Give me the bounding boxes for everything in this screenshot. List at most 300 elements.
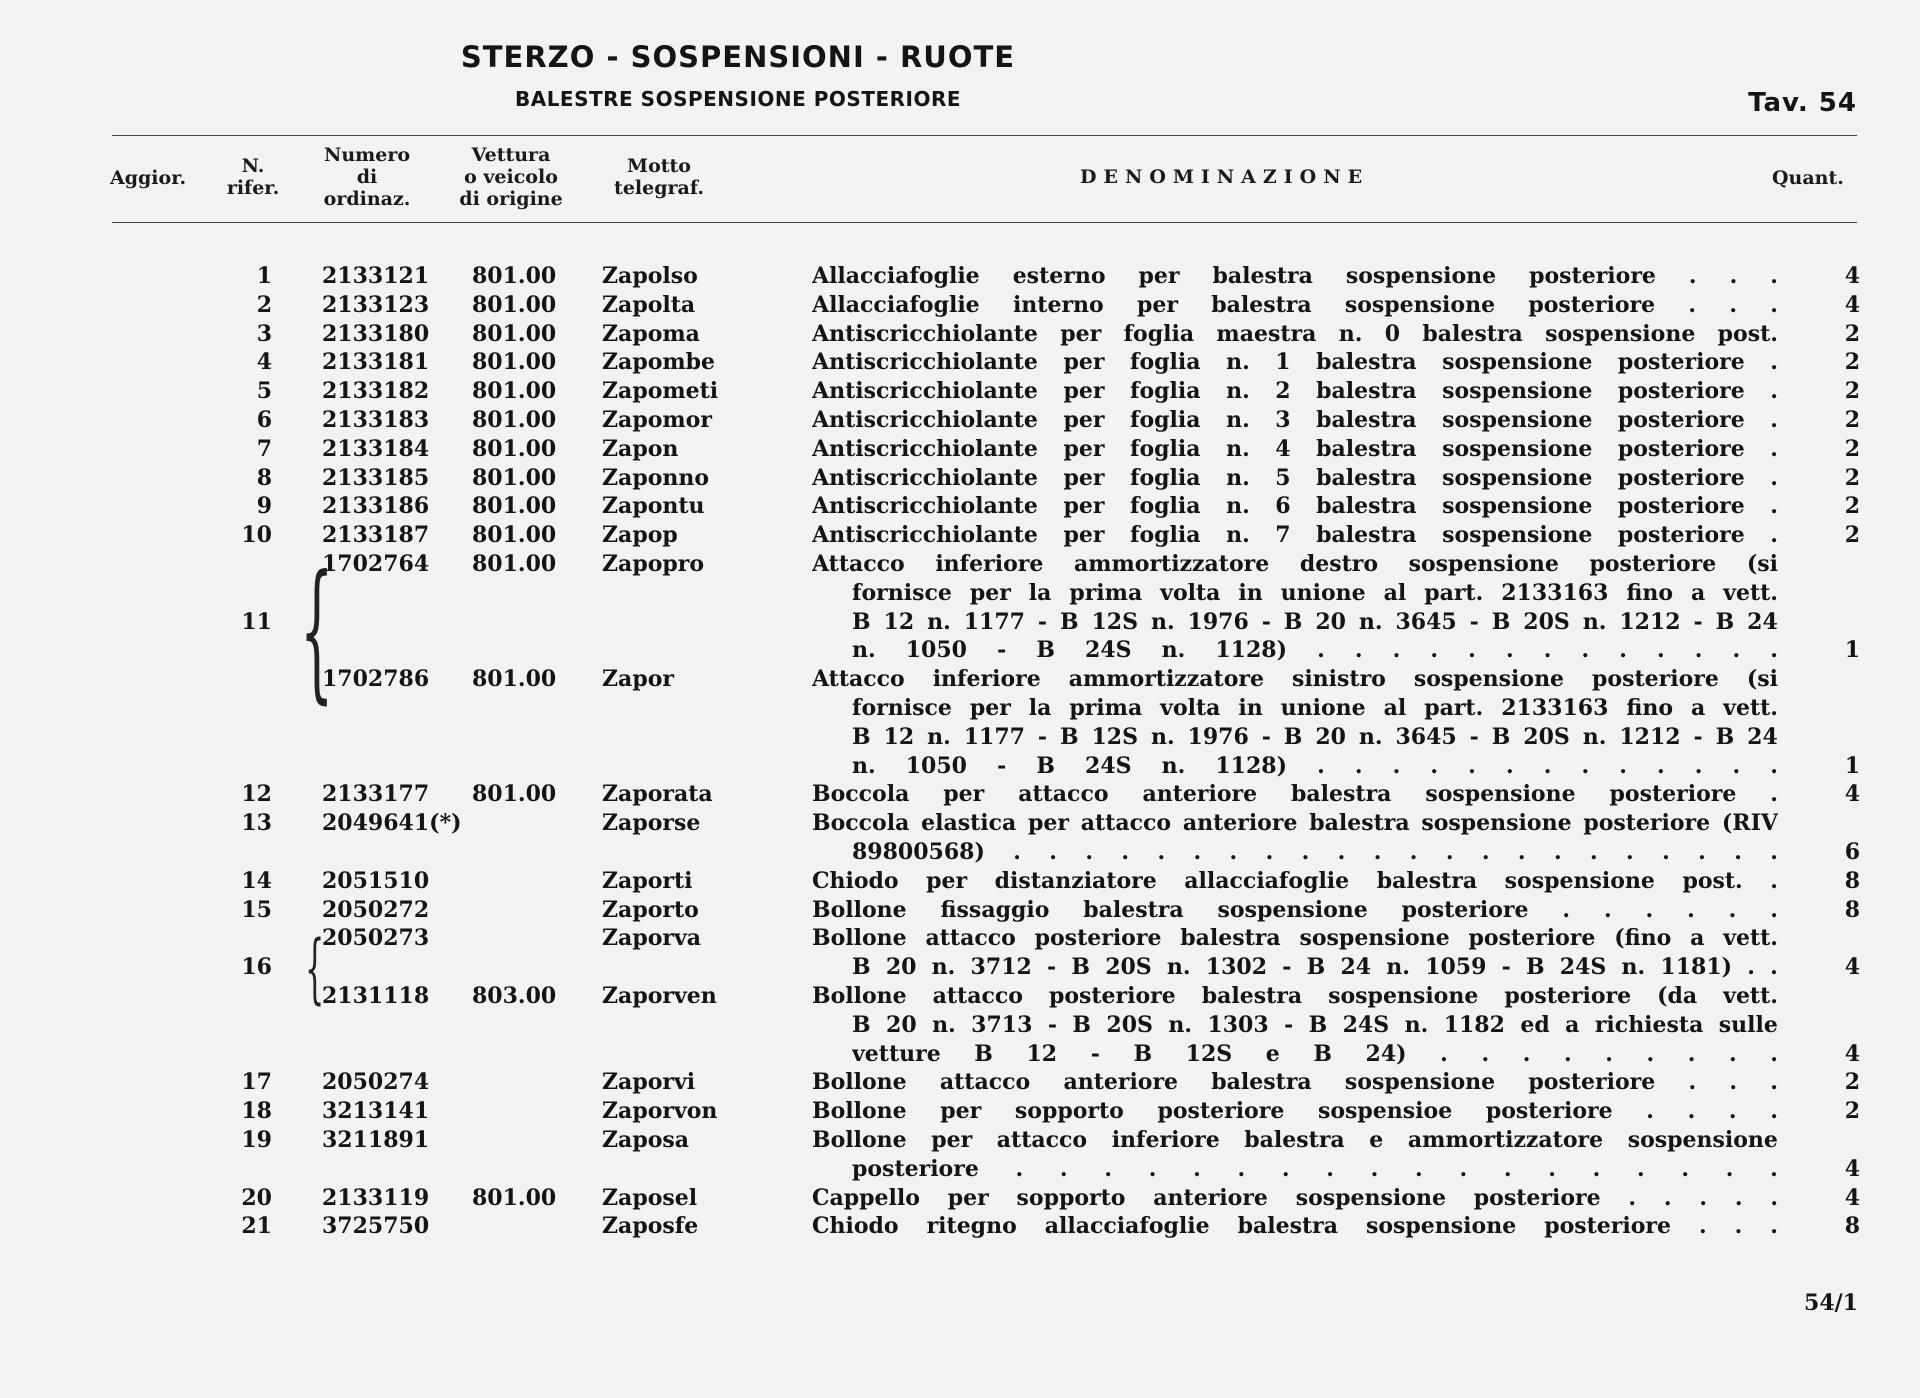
column-header-numero-line2: di: [356, 166, 378, 188]
quantity: 2: [1844, 349, 1860, 376]
description-word: prima: [1069, 579, 1143, 606]
description-word: foglia: [1130, 435, 1201, 462]
order-number: 2133119: [322, 1184, 430, 1211]
telegraph-code: Zapoma: [602, 320, 700, 347]
description-word: n.: [927, 608, 951, 635]
description-word: per: [1063, 493, 1105, 520]
table-row: [0, 435, 1920, 464]
description-word: .: [1148, 1155, 1157, 1182]
quantity: 4: [1844, 954, 1860, 981]
description-word: e: [1265, 1040, 1280, 1067]
header-rule: [112, 222, 1857, 223]
ref-number: 16: [241, 954, 272, 981]
description-word: n.: [931, 954, 956, 981]
description-word: -: [1047, 954, 1057, 981]
description-word: per: [1063, 464, 1105, 491]
description-word: anteriore: [1142, 781, 1258, 808]
description-word: sulle: [1718, 1011, 1778, 1038]
description-word: 3645: [1395, 608, 1457, 635]
description-word: .: [1770, 896, 1778, 923]
order-number: 2133180: [322, 320, 430, 347]
description-word: vett.: [1723, 925, 1778, 952]
description-word: prima: [1069, 694, 1143, 721]
description-word: post.: [1717, 320, 1778, 347]
description-word: 1128): [1215, 752, 1288, 779]
description-word: n.: [1226, 464, 1250, 491]
description-word: ammortizzatore: [1073, 550, 1270, 577]
description-word: .: [1645, 896, 1654, 923]
description-word: -: [1469, 608, 1479, 635]
description-word: .: [1770, 1155, 1778, 1182]
description-word: 1177: [963, 608, 1025, 635]
description-word: foglia: [1130, 378, 1201, 405]
description-word: per: [1063, 378, 1105, 405]
ref-number: 11: [241, 608, 272, 635]
description-word: posteriore: [1528, 291, 1656, 318]
description-word: 1059: [1425, 954, 1487, 981]
description-word: a: [1690, 694, 1706, 721]
description-word: .: [1729, 263, 1738, 289]
telegraph-code: Zaporven: [602, 982, 717, 1009]
quantity: 2: [1844, 378, 1860, 405]
description-word: n.: [1358, 608, 1383, 635]
description-word: vett.: [1723, 982, 1778, 1009]
description-word: B: [1036, 637, 1055, 664]
description-word: -: [1037, 608, 1048, 635]
description-word: .: [1430, 752, 1439, 779]
description-word: .: [1732, 752, 1741, 779]
description-word: n.: [1582, 723, 1607, 750]
description: [812, 924, 1778, 953]
page-number: 54/1: [1804, 1290, 1858, 1316]
description-word: .: [1729, 291, 1737, 318]
description-word: .: [1605, 1040, 1613, 1067]
description-word: foglia: [1130, 493, 1201, 520]
description-word: .: [1770, 522, 1778, 549]
description: [812, 550, 1778, 579]
description-word: 1177: [963, 723, 1025, 750]
telegraph-code: Zapopro: [602, 550, 705, 577]
description-word: .: [1392, 637, 1401, 664]
description-word: ritegno: [926, 1213, 1017, 1240]
telegraph-code: Zaporva: [602, 925, 701, 952]
quantity: 2: [1844, 464, 1860, 491]
vehicle-origin: 801.00: [472, 320, 557, 347]
description-word: la: [1028, 579, 1052, 606]
description-word: 6: [1275, 493, 1291, 520]
description-word: n.: [1582, 608, 1607, 635]
description-word: esterno: [1012, 263, 1106, 289]
description-word: .: [1104, 1155, 1112, 1182]
description: [812, 435, 1778, 464]
description-word: posteriore: [1609, 781, 1737, 808]
description: [812, 492, 1778, 521]
description-word: (fino: [1614, 925, 1672, 952]
description-word: B: [1525, 954, 1545, 981]
table-row: [0, 262, 1920, 291]
description-word: posteriore: [1617, 522, 1745, 549]
description-word: 2133163: [1501, 579, 1609, 606]
description-word: balestra: [1316, 349, 1417, 376]
description-word: -: [1501, 954, 1511, 981]
description-word: balestra: [1316, 493, 1417, 520]
quantity: 2: [1844, 1098, 1860, 1125]
quantity: 4: [1844, 1155, 1860, 1182]
description-word: B: [1491, 608, 1511, 635]
telegraph-code: Zaporata: [602, 781, 713, 808]
description-word: maestra: [1216, 320, 1317, 347]
description-word: foglia: [1130, 406, 1201, 433]
description-word: .: [1592, 1155, 1601, 1182]
description-word: 12: [883, 723, 915, 750]
description-word: .: [1734, 1184, 1743, 1211]
description-word: posteriore: [1583, 810, 1711, 837]
description-word: balestra: [1309, 810, 1410, 837]
description-word: n.: [1226, 435, 1250, 462]
description-word: .: [1229, 838, 1238, 865]
table-row: [0, 1097, 1920, 1126]
column-header-vettura: [448, 144, 574, 210]
description-word: 20S: [1523, 723, 1570, 750]
description-word: .: [1505, 637, 1514, 664]
description-word: B: [852, 608, 871, 635]
description-word: 1212: [1619, 723, 1681, 750]
description-word: .: [1770, 464, 1778, 491]
description-word: ammortizzatore: [1068, 666, 1264, 693]
description-word: sospensione: [1627, 1126, 1778, 1153]
column-header-numero-line3: ordinaz.: [323, 188, 411, 210]
description-word: .: [1770, 1098, 1778, 1125]
description-word: Antiscricchiolante: [812, 320, 1038, 347]
description-word: .: [1770, 378, 1778, 405]
vehicle-origin: 803.00: [472, 982, 557, 1009]
vehicle-origin: 801.00: [472, 1184, 557, 1211]
ref-number: 9: [256, 493, 272, 520]
description-word: attacco: [1018, 781, 1109, 808]
order-number: 2133185: [322, 464, 430, 491]
description-word: .: [1581, 637, 1590, 664]
table-number: Tav. 54: [1748, 88, 1857, 118]
description-word: per: [969, 694, 1011, 721]
table-row: [0, 1184, 1920, 1213]
description-word: .: [1370, 1155, 1379, 1182]
table-row: [0, 665, 1920, 694]
telegraph-code: Zapolta: [602, 291, 696, 318]
ref-number: 20: [241, 1184, 272, 1211]
description-word: -: [1261, 723, 1271, 750]
description-word: .: [1059, 1155, 1068, 1182]
order-number: 1702786: [322, 666, 430, 693]
description-word: Allacciafoglie: [812, 291, 980, 318]
description-word: n.: [1358, 723, 1383, 750]
description-word: 24S: [1085, 637, 1132, 664]
description-word: .: [1468, 752, 1476, 779]
description-word: per: [943, 781, 985, 808]
order-number: 2051510: [322, 867, 430, 894]
description-word: posteriore: [1617, 464, 1745, 491]
description-word: Bollone: [812, 982, 907, 1009]
vehicle-origin: 801.00: [472, 263, 557, 289]
description-word: n.: [1404, 1011, 1429, 1038]
description-word: 20S: [1523, 608, 1570, 635]
description-word: anteriore: [1063, 1069, 1179, 1096]
quantity: 2: [1844, 320, 1860, 347]
description: [812, 291, 1778, 320]
description: [812, 780, 1778, 809]
description-word: sospensione: [1421, 810, 1572, 837]
ref-number: 14: [241, 867, 272, 894]
table-row: [0, 982, 1920, 1011]
description-word: .: [1734, 838, 1742, 865]
description-word: .: [1770, 954, 1778, 981]
quantity: 2: [1844, 522, 1860, 549]
description-word: n.: [1226, 349, 1250, 376]
vehicle-origin: 801.00: [472, 666, 557, 693]
description-word: balestra: [1316, 522, 1417, 549]
description-word: .: [1590, 838, 1598, 865]
description-word: .: [1543, 752, 1552, 779]
description-word: 12S: [1185, 1040, 1233, 1067]
description-word: attacco: [996, 1126, 1088, 1153]
table-row: [0, 521, 1920, 550]
description: [812, 982, 1778, 1011]
description-word: .: [1698, 1213, 1707, 1240]
description-word: sinistro: [1291, 666, 1386, 693]
description-word: foglia: [1130, 522, 1201, 549]
description-word: posteriore: [1617, 406, 1745, 433]
page-title: STERZO - SOSPENSIONI - RUOTE: [460, 40, 1016, 74]
description-word: .: [1415, 1155, 1423, 1182]
description-word: sospensione: [1365, 1213, 1517, 1240]
description-word: sopporto: [1014, 1098, 1124, 1125]
description-word: B: [974, 1040, 993, 1067]
description-word: .: [1657, 637, 1665, 664]
description: [812, 665, 1778, 694]
description-word: sospensione: [1328, 982, 1479, 1009]
description-word: Antiscricchiolante: [812, 464, 1038, 491]
description-word: 24: [1340, 954, 1372, 981]
description-word: .: [1734, 1213, 1743, 1240]
vehicle-origin: 801.00: [472, 522, 557, 549]
description-word: .: [1770, 1069, 1778, 1096]
telegraph-code: Zapometi: [602, 378, 719, 405]
description: [852, 723, 1778, 752]
description-word: sospensione: [1295, 1184, 1446, 1211]
description-word: .: [1770, 1213, 1778, 1240]
description: [852, 752, 1778, 781]
description-word: .: [1681, 1155, 1690, 1182]
description-word: sospensione: [1344, 291, 1496, 318]
ref-number: 19: [241, 1126, 272, 1153]
description-word: elastica: [921, 810, 1017, 837]
table-row: [0, 320, 1920, 349]
telegraph-code: Zapor: [602, 666, 674, 693]
description-word: 1128): [1215, 637, 1288, 664]
description-word: .: [1687, 896, 1695, 923]
table-row: [0, 348, 1920, 377]
description-word: interno: [1012, 291, 1104, 318]
quantity: 6: [1844, 838, 1860, 865]
description-word: n.: [1226, 522, 1250, 549]
quantity: 1: [1844, 752, 1860, 779]
description-word: vetture: [852, 1040, 941, 1067]
description-word: (si: [1746, 550, 1778, 577]
description: [812, 406, 1778, 435]
description-word: -: [1047, 1011, 1057, 1038]
description-word: 24S: [1085, 752, 1132, 779]
column-header-rif-line1: N.: [241, 155, 265, 177]
description-word: unione: [1280, 579, 1366, 606]
description-word: .: [1459, 1155, 1468, 1182]
description-word: n.: [1226, 406, 1250, 433]
description-word: .: [1688, 263, 1697, 289]
table-row: [0, 1040, 1920, 1069]
description-word: balestra: [1316, 406, 1417, 433]
description-word: 12: [1026, 1040, 1058, 1067]
description-word: n.: [852, 637, 876, 664]
description-word: attacco: [939, 1069, 1031, 1096]
description: [852, 1040, 1778, 1069]
description-word: inferiore: [1111, 1126, 1220, 1153]
description-word: .: [1603, 896, 1612, 923]
description-word: foglia: [1123, 320, 1195, 347]
description-word: per: [947, 1184, 989, 1211]
description-word: balestra: [1211, 291, 1312, 318]
description-word: .: [1505, 752, 1514, 779]
description-word: .: [1543, 637, 1552, 664]
description-word: part.: [1424, 579, 1484, 606]
description-word: .: [1619, 752, 1627, 779]
table-row: [0, 464, 1920, 493]
quantity: 4: [1844, 263, 1860, 289]
description-word: (RIV: [1721, 810, 1778, 837]
vehicle-origin: 801.00: [472, 493, 557, 520]
description-word: Attacco: [812, 666, 905, 693]
description: [812, 809, 1778, 838]
description: [812, 377, 1778, 406]
column-header-quantita: Quant.: [1772, 167, 1844, 189]
table-row: [0, 636, 1920, 665]
brace-rif-11: {: [300, 544, 334, 718]
order-number: 2133177: [322, 781, 430, 808]
description-word: n.: [932, 1011, 956, 1038]
description-word: 1182: [1443, 1011, 1505, 1038]
description: [812, 896, 1778, 925]
description-word: 3713: [971, 1011, 1033, 1038]
description-word: post.: [1682, 867, 1743, 894]
column-header-denominazione: DENOMINAZIONE: [1080, 166, 1370, 188]
description-word: 24: [1747, 608, 1778, 635]
description-word: .: [1193, 838, 1202, 865]
description-word: -: [1284, 1011, 1294, 1038]
description-word: .: [1728, 1098, 1737, 1125]
description: [852, 838, 1778, 867]
description-word: part.: [1424, 694, 1484, 721]
description-word: per: [931, 1126, 973, 1153]
description-word: n.: [1386, 954, 1410, 981]
description-word: B: [1306, 954, 1326, 981]
order-number: 3213141: [322, 1098, 430, 1125]
description-word: posteriore: [1048, 982, 1176, 1009]
description-word: Chiodo: [812, 1213, 899, 1240]
description-word: sospensione: [1442, 464, 1593, 491]
order-number: 3725750: [322, 1213, 430, 1240]
description: [812, 1126, 1778, 1155]
quantity: 1: [1844, 637, 1860, 664]
description-word: .: [1770, 781, 1778, 808]
description-word: sopporto: [1016, 1184, 1126, 1211]
description-word: .: [1747, 954, 1755, 981]
description-word: vett.: [1723, 579, 1778, 606]
description-word: 0: [1384, 320, 1401, 347]
description: [812, 320, 1778, 349]
description-word: .: [1237, 1155, 1246, 1182]
description-word: .: [1662, 838, 1670, 865]
description-word: B: [1308, 1011, 1328, 1038]
description-word: Bollone: [812, 925, 907, 952]
description-word: 20: [1315, 723, 1346, 750]
description-word: ammortizzatore: [1407, 1126, 1604, 1153]
description-word: richiesta: [1594, 1011, 1704, 1038]
description-word: 20S: [1106, 1011, 1153, 1038]
order-number: 2133181: [322, 349, 430, 376]
description-word: sospensione: [1442, 406, 1593, 433]
description-word: a: [1690, 579, 1706, 606]
description: [852, 1155, 1778, 1184]
description-word: .: [1770, 406, 1778, 433]
vehicle-origin: 801.00: [472, 406, 557, 433]
description-word: posteriore: [852, 1155, 979, 1182]
description-word: .: [1694, 637, 1703, 664]
description-word: .: [1657, 752, 1665, 779]
description-word: posteriore: [1617, 435, 1745, 462]
column-header-rif-line2: rifer.: [226, 177, 280, 199]
description-word: B: [852, 1011, 871, 1038]
order-number: 2133187: [322, 522, 430, 549]
description-word: -: [1090, 1040, 1100, 1067]
description-word: 12S: [1091, 608, 1139, 635]
description-word: 12: [883, 608, 915, 635]
column-header-motto-line2: telegraf.: [614, 177, 704, 199]
description-word: per: [1063, 406, 1105, 433]
table-row: [0, 723, 1920, 752]
description: [812, 521, 1778, 550]
description-word: .: [1688, 1069, 1697, 1096]
order-number: 2050272: [322, 896, 430, 923]
order-number: 2050274: [322, 1069, 430, 1096]
description-word: B: [1491, 723, 1511, 750]
quantity: 4: [1844, 1040, 1860, 1067]
description-word: .: [1121, 838, 1130, 865]
vehicle-origin: 801.00: [472, 435, 557, 462]
description-word: n.: [1161, 752, 1186, 779]
description: [812, 348, 1778, 377]
description-word: .: [1392, 752, 1401, 779]
ref-number: 2: [256, 291, 272, 318]
order-number: 2133121: [322, 263, 430, 289]
description-word: 1181): [1660, 954, 1733, 981]
description-word: -: [997, 752, 1007, 779]
quantity: 2: [1844, 406, 1860, 433]
column-header-numero-line1: Numero: [323, 144, 411, 166]
description-word: .: [1770, 1184, 1778, 1211]
description-word: per: [1063, 349, 1105, 376]
description-word: n.: [1621, 954, 1646, 981]
description-word: Boccola: [812, 781, 910, 808]
order-number: 1702764: [322, 550, 430, 577]
parts-table: [0, 262, 1920, 1241]
description-word: .: [1481, 1040, 1490, 1067]
